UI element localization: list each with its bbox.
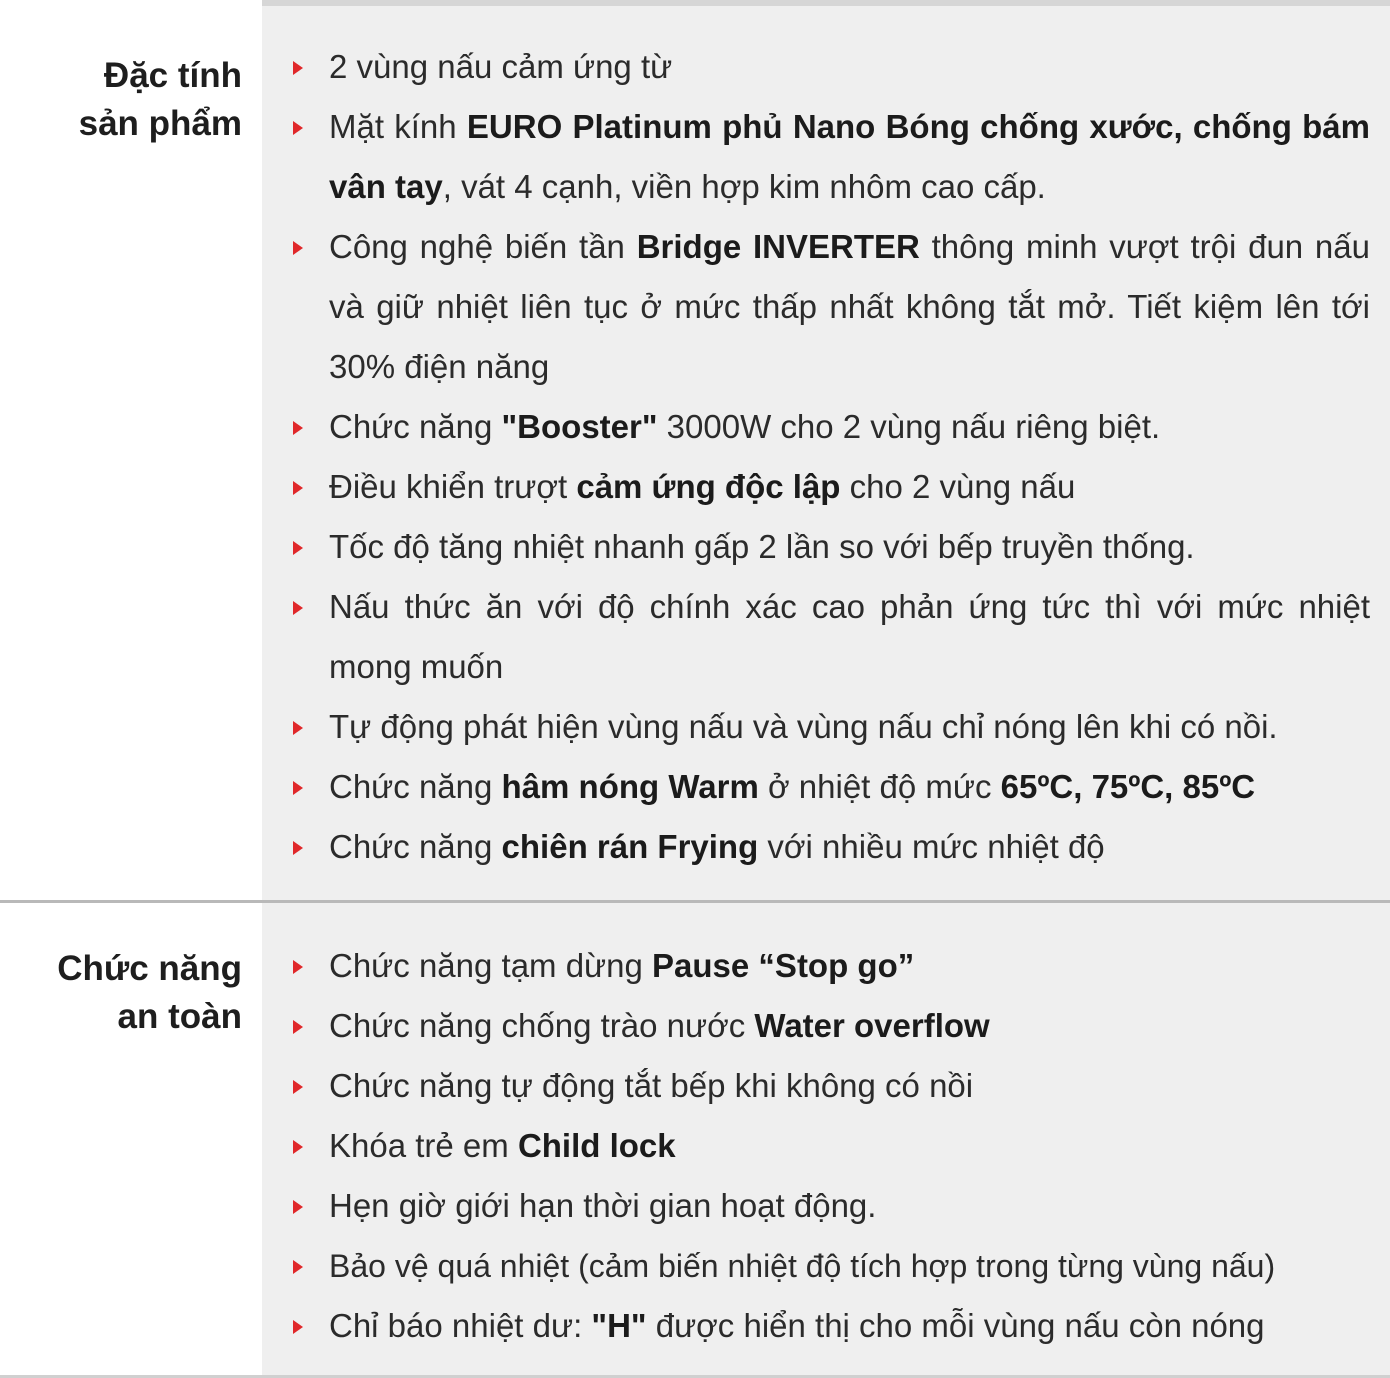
safety-item: Chức năng chống trào nước Water overflow (290, 996, 1370, 1056)
bullet-triangle-icon (293, 61, 303, 75)
safety-heading-line1: Chức năng (57, 949, 242, 988)
feature-item: Chức năng "Booster" 3000W cho 2 vùng nấu riêng biệt. (290, 397, 1370, 457)
safety-item: Chức năng tự động tắt bếp khi không có nồi (290, 1056, 1370, 1116)
bullet-triangle-icon (293, 1320, 303, 1334)
feature-item: Chức năng chiên rán Frying với nhiều mức nhiệt độ (290, 817, 1370, 877)
feature-item: Chức năng hâm nóng Warm ở nhiệt độ mức 65ºC, 75ºC, 85ºC (290, 757, 1370, 817)
safety-heading-line2: an toàn (117, 997, 242, 1036)
features-list (290, 37, 1370, 877)
features-heading-line1: Đặc tính (103, 56, 242, 95)
bullet-triangle-icon (293, 1080, 303, 1094)
features-heading (0, 52, 242, 148)
feature-item: Tốc độ tăng nhiệt nhanh gấp 2 lần so với bếp truyền thống. (290, 517, 1370, 577)
bullet-triangle-icon (293, 241, 303, 255)
bullet-triangle-icon (293, 481, 303, 495)
feature-item: 2 vùng nấu cảm ứng từ (290, 37, 1370, 97)
safety-item: Bảo vệ quá nhiệt (cảm biến nhiệt độ tích hợp trong từng vùng nấu) (290, 1236, 1370, 1296)
safety-item: Khóa trẻ em Child lock (290, 1116, 1370, 1176)
feature-item: Công nghệ biến tần Bridge INVERTER thông minh vượt trội đun nấu và giữ nhiệt liên tục ở mức thấp nhất không tắt mở. Tiết kiệm lên tới 30% điện năng (290, 217, 1370, 397)
bullet-triangle-icon (293, 421, 303, 435)
feature-item: Điều khiển trượt cảm ứng độc lập cho 2 vùng nấu (290, 457, 1370, 517)
bullet-triangle-icon (293, 721, 303, 735)
safety-item: Hẹn giờ giới hạn thời gian hoạt động. (290, 1176, 1370, 1236)
bullet-triangle-icon (293, 1200, 303, 1214)
feature-item: Mặt kính EURO Platinum phủ Nano Bóng chống xước, chống bám vân tay, vát 4 cạnh, viền hợp kim nhôm cao cấp. (290, 97, 1370, 217)
safety-item: Chức năng tạm dừng Pause “Stop go” (290, 936, 1370, 996)
bullet-triangle-icon (293, 1020, 303, 1034)
feature-item: Nấu thức ăn với độ chính xác cao phản ứng tức thì với mức nhiệt mong muốn (290, 577, 1370, 697)
bullet-triangle-icon (293, 960, 303, 974)
bullet-triangle-icon (293, 121, 303, 135)
features-heading-line2: sản phẩm (78, 104, 242, 143)
bullet-triangle-icon (293, 781, 303, 795)
bullet-triangle-icon (293, 601, 303, 615)
bullet-triangle-icon (293, 541, 303, 555)
bullet-triangle-icon (293, 1260, 303, 1274)
bullet-triangle-icon (293, 841, 303, 855)
safety-item: Chỉ báo nhiệt dư: "H" được hiển thị cho mỗi vùng nấu còn nóng (290, 1296, 1370, 1356)
safety-heading (0, 945, 242, 1041)
bullet-triangle-icon (293, 1140, 303, 1154)
safety-list (290, 936, 1370, 1356)
feature-item: Tự động phát hiện vùng nấu và vùng nấu chỉ nóng lên khi có nồi. (290, 697, 1370, 757)
